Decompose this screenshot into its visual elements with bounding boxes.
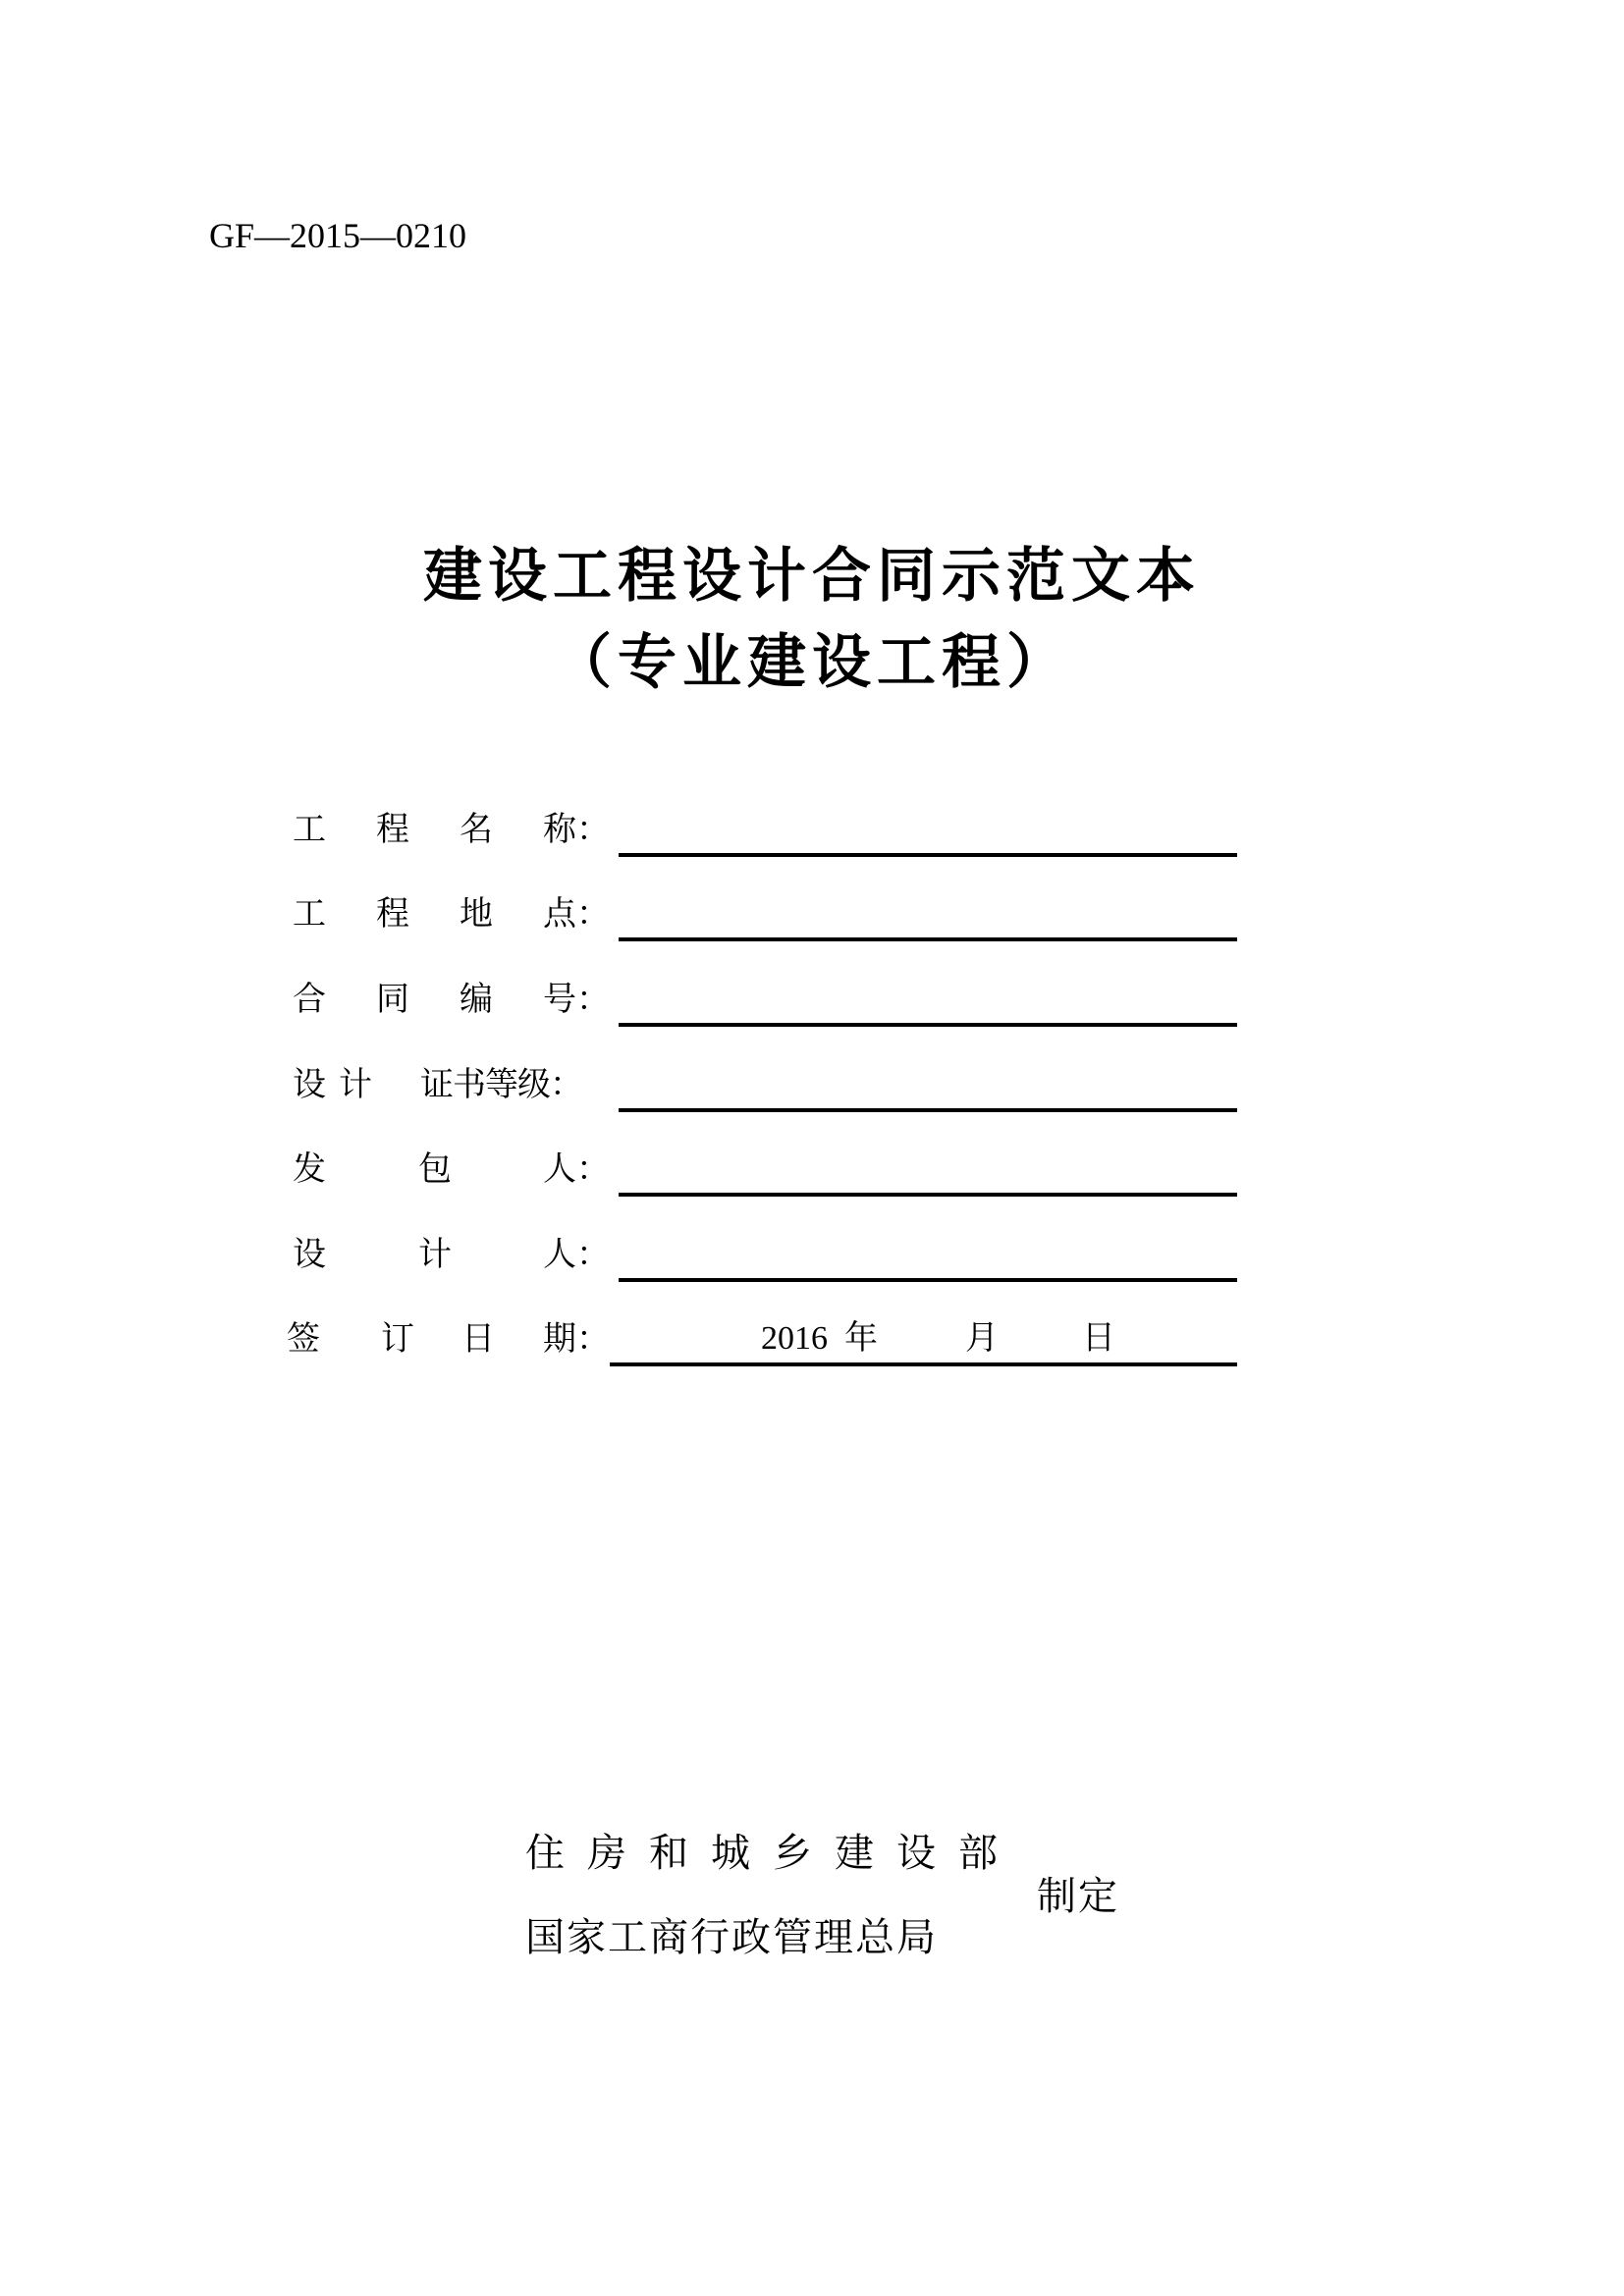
designer-input-line[interactable] — [619, 1278, 1237, 1282]
project-name-input-line[interactable] — [619, 853, 1237, 857]
field-designer: 设 计 人： — [285, 1223, 1237, 1282]
field-design-certificate-grade: 设 计 证书等级： — [285, 1053, 1237, 1112]
project-location-input-line[interactable] — [619, 937, 1237, 941]
signing-year: 2016 — [761, 1320, 828, 1357]
document-subtitle: （专业建设工程） — [553, 628, 1071, 697]
field-signing-date: 签 订 日 期： 2016 年 月 日 — [285, 1308, 1237, 1366]
employer-input-line[interactable] — [619, 1193, 1237, 1197]
issued-label: 制定 — [1037, 1874, 1119, 1919]
issuing-org-saic: 国家工商行政管理总局 — [525, 1915, 938, 1960]
document-title: 建设工程设计合同示范文本 — [423, 542, 1201, 611]
day-unit: 日 — [1082, 1320, 1115, 1357]
field-contract-number: 合 同 编 号： — [285, 968, 1237, 1027]
document-code: GF—2015—0210 — [209, 216, 467, 255]
contract-number-input-line[interactable] — [619, 1023, 1237, 1027]
field-project-location: 工 程 地 点： — [285, 882, 1237, 941]
field-employer: 发 包 人： — [285, 1138, 1237, 1197]
year-unit: 年 — [844, 1320, 878, 1357]
signing-date-input-line[interactable] — [610, 1362, 1237, 1366]
field-project-name: 工 程 名 称： — [285, 798, 1237, 857]
design-certificate-grade-input-line[interactable] — [619, 1108, 1237, 1112]
month-unit: 月 — [965, 1320, 999, 1357]
issuing-org-mohurd: 住房和城乡建设部 — [525, 1831, 1020, 1876]
